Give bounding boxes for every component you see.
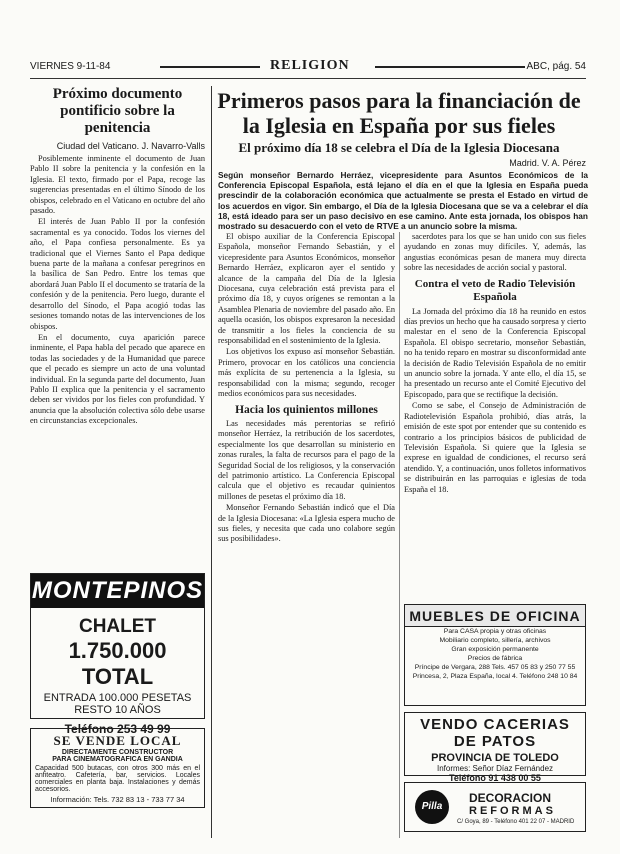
ad-muebles-title: MUEBLES DE OFICINA xyxy=(405,605,585,627)
left-article-title: Próximo documento pontificio sobre la penitencia xyxy=(52,86,183,136)
main-article-byline: Madrid. V. A. Pérez xyxy=(509,158,586,168)
header-date: VIERNES 9-11-84 xyxy=(30,61,111,72)
ad-gandia-body: Capacidad 500 butacas, con otros 300 más en el anfiteatro. Cafetería, bar, servicios. Locales comerciales en planta baja. Instalaciones y demás accesorios. xyxy=(35,765,200,793)
ad-cacerias-patos xyxy=(404,712,586,783)
paragraph: La Jornada del próximo día 18 ha reunido en estos días previos un hecho que ha causado sorpresa y cierto malestar en el seno de la Conferencia Episcopal Española. El obispo secretario, monseñor Sebastián, no ha tenido reparo en mostrar su disconformidad ante la decisión de Radio Televisión Española de no emitir un anuncio sobre la jornada. Y ante ello, el día 15, se ha presentado un recurso ante el Comité Ejecutivo del Episcopado, para que se rectifique la decisión. xyxy=(404,306,586,399)
ad-muebles-line: Para CASA propia y otras oficinas xyxy=(443,628,547,635)
paragraph: En el documento, cuya aparición parece inminente, el Papa habla del pecado que aparece en todas las sociedades y de la Humanidad que parece que el pecado es siempre un acto de una voluntad individual. En la segunda parte del documento, Juan Pablo II explica que la penitencia y el sacramento deben ser vividos por los fieles con profundidad. Y anuncia que la absolución colectiva sólo debe usarse en circunstancias excepcionales. xyxy=(30,332,205,426)
ad-muebles-line: Mobiliario completo, sillería, archivos xyxy=(439,637,551,644)
paragraph: Las necesidades más perentorias se refirió monseñor Herráez, la retribución de los sacerdotes, especialmente los que desarrollan su ministerio en zonas rurales, la falta de recursos para el pago de la Seguridad Social de los religiosos, y la conservación del patrimonio artístico. La Conferencia Episcopal calcula que el objetivo es recaudar quinientos millones de pesetas el próximo día 18. xyxy=(218,418,395,501)
paragraph: Posiblemente inminente el documento de Juan Pablo II sobre la penitencia y la confesión en la Iglesia. El texto, firmado por el Papa, recoge las sugerencias presentadas en el último Sínodo de los obispos, celebrado en el Vaticano en octubre del año pasado. xyxy=(30,154,205,216)
ad-montepinos-item: CHALET xyxy=(78,616,157,637)
ad-decoracion xyxy=(404,782,586,832)
subheading-quinientos-millones: Hacia los quinientos millones xyxy=(235,403,378,416)
ad-cacerias-line1: VENDO CACERIAS xyxy=(420,716,570,733)
main-article-column-1 xyxy=(218,232,395,546)
main-article-column-2 xyxy=(404,232,586,496)
ad-local-gandia xyxy=(30,728,205,808)
ad-gandia-line1: DIRECTAMENTE CONSTRUCTOR xyxy=(61,749,174,756)
paragraph: sacerdotes para los que se han unido con sus fieles ayudando en zonas muy difíciles. Y, además, las angustias económicas pesan de manera muy directa sobre las necesidades de acción social y pastoral. xyxy=(404,232,586,273)
ad-montepinos-line2: RESTO 10 AÑOS xyxy=(74,704,161,716)
ad-decoracion-line2: REFORMAS xyxy=(469,805,556,817)
ad-muebles-line: Precios de fábrica xyxy=(467,655,523,662)
ad-decoracion-logo: Pilla xyxy=(415,790,449,824)
subheading-veto-rtve: Contra el veto de Radio Televisión Española xyxy=(414,277,576,303)
header-rule-left xyxy=(160,66,260,68)
column-divider-main xyxy=(211,86,212,838)
ad-cacerias-line2: DE PATOS xyxy=(453,733,537,750)
ad-montepinos-line1: ENTRADA 100.000 PESETAS xyxy=(43,692,192,704)
paragraph: Monseñor Fernando Sebastián indicó que el Día de la Iglesia Diocesana: «La Iglesia espera mucho de sus fieles, y necesita que cada uno colabore según sus posibilidades». xyxy=(218,503,395,544)
main-article-lead: Según monseñor Bernardo Herráez, vicepresidente para Asuntos Económicos de la Conferencia Episcopal Española, está lejano el día en el que la Iglesia en España pueda prescindir de la colaboración económica que actualmente se presta el Estado en virtud de los acuerdos en vigor. Sin embargo, el Día de la Iglesia Diocesana que se va a celebrar el día 18, está ideado para ser un paso decisivo en ese camino. Ante esta jornada, los obispos han mostrado su desacuerdo con el veto de RTVE a un anuncio sobre la misma. xyxy=(218,170,588,232)
ad-muebles-line: Gran exposición permanente xyxy=(451,646,539,653)
main-article-title: Primeros pasos para la financiación de la Iglesia en España por sus fieles xyxy=(217,88,581,138)
page-number: ABC, pág. 54 xyxy=(526,61,586,72)
ad-cacerias-line4: Informes: Señor Díaz Fernández xyxy=(436,764,554,773)
left-article xyxy=(30,86,205,428)
header-divider xyxy=(30,78,586,79)
left-article-body xyxy=(30,154,205,427)
ad-cacerias-phone: Teléfono 91 438 00 55 xyxy=(449,773,541,783)
ad-montepinos-phone: Teléfono 253 49 99 xyxy=(64,722,171,736)
ad-montepinos-price: 1.750.000 TOTAL xyxy=(68,638,167,689)
column-divider-inner xyxy=(399,232,400,838)
left-article-byline: Ciudad del Vaticano. J. Navarro-Valls xyxy=(56,141,205,151)
page-header xyxy=(30,58,586,76)
section-title: RELIGION xyxy=(270,58,350,73)
ad-gandia-contact: Información: Tels. 732 83 13 - 733 77 34 xyxy=(50,795,185,804)
ad-muebles-line: Príncipe de Vergara, 288 Tels. 457 05 83 y 250 77 55 xyxy=(414,664,576,671)
ad-cacerias-line3: PROVINCIA DE TOLEDO xyxy=(431,752,559,764)
paragraph: El obispo auxiliar de la Conferencia Episcopal Española, monseñor Fernando Sebastián, y el vicepresidente para Asuntos Económicos, monseñor Bernardo Herráez, explicaron ayer el sentido y alcance de la campaña del Día de la Iglesia Diocesana, cuya celebración está prevista para el próximo día 18, y cuyos orígenes se remontan a la Asamblea Plenaria de noviembre del pasado año. En aquella ocasión, los obispos expresaron la necesidad de transmitir a los fieles la conciencia de su responsabilidad en el sostenimiento de la Iglesia. xyxy=(218,232,395,346)
paragraph: Los objetivos los expuso así monseñor Sebastián. Primero, provocar en los católicos una conciencia más explícita de su pertenencia a la Iglesia, su responsabilidad con la misma; segundo, recoger medios económicos para sus necesidades. xyxy=(218,347,395,399)
paragraph: El interés de Juan Pablo II por la confesión sacramental es ya conocido. Todos los viernes del año, el Papa confiesa personalmente. Es ya tradicional que el Viernes Santo el Papa dedique buena parte de la mañana a confesar peregrinos en la basílica de San Pedro. Entre los temas que abordará Juan Pablo II el documento se trataría de la confesión y de la penitencia. Pero luego, durante el desarrollo del Sínodo, el Papa acogió todas las sesiones tomando notas de las intervenciones de los obispos. xyxy=(30,217,205,331)
header-rule-right xyxy=(375,66,525,68)
ad-gandia-line2: PARA CINEMATOGRAFICA EN GANDIA xyxy=(52,756,183,763)
main-article-subtitle: El próximo día 18 se celebra el Día de la Iglesia Diocesana xyxy=(238,140,560,155)
ad-decoracion-line3: C/ Goya, 89 - Teléfono 401 22 07 - MADRID xyxy=(457,819,575,825)
ad-montepinos xyxy=(30,573,205,736)
ad-muebles-line: Princesa, 2, Plaza España, local 4. Teléfono 248 10 84 xyxy=(412,673,578,680)
ad-decoracion-line1: DECORACION xyxy=(469,791,552,805)
paragraph: Como se sabe, el Consejo de Administración de Radiotelevisión Española prohibió, días atrás, la emisión de este spot por entender que su contenido es contrario a los principios básicos de publicidad de Televisión Española. Si quiere que la Iglesia se exprese en igualdad de condiciones, el recurso será atendido. Y, a continuación, unos folletos informativos se distribuirán en las parroquias e iglesias de toda España el 18. xyxy=(404,401,586,494)
ad-gandia-title: SE VENDE LOCAL xyxy=(53,733,182,748)
ad-muebles-oficina xyxy=(404,604,586,706)
ad-montepinos-brand: MONTEPINOS xyxy=(31,574,204,608)
